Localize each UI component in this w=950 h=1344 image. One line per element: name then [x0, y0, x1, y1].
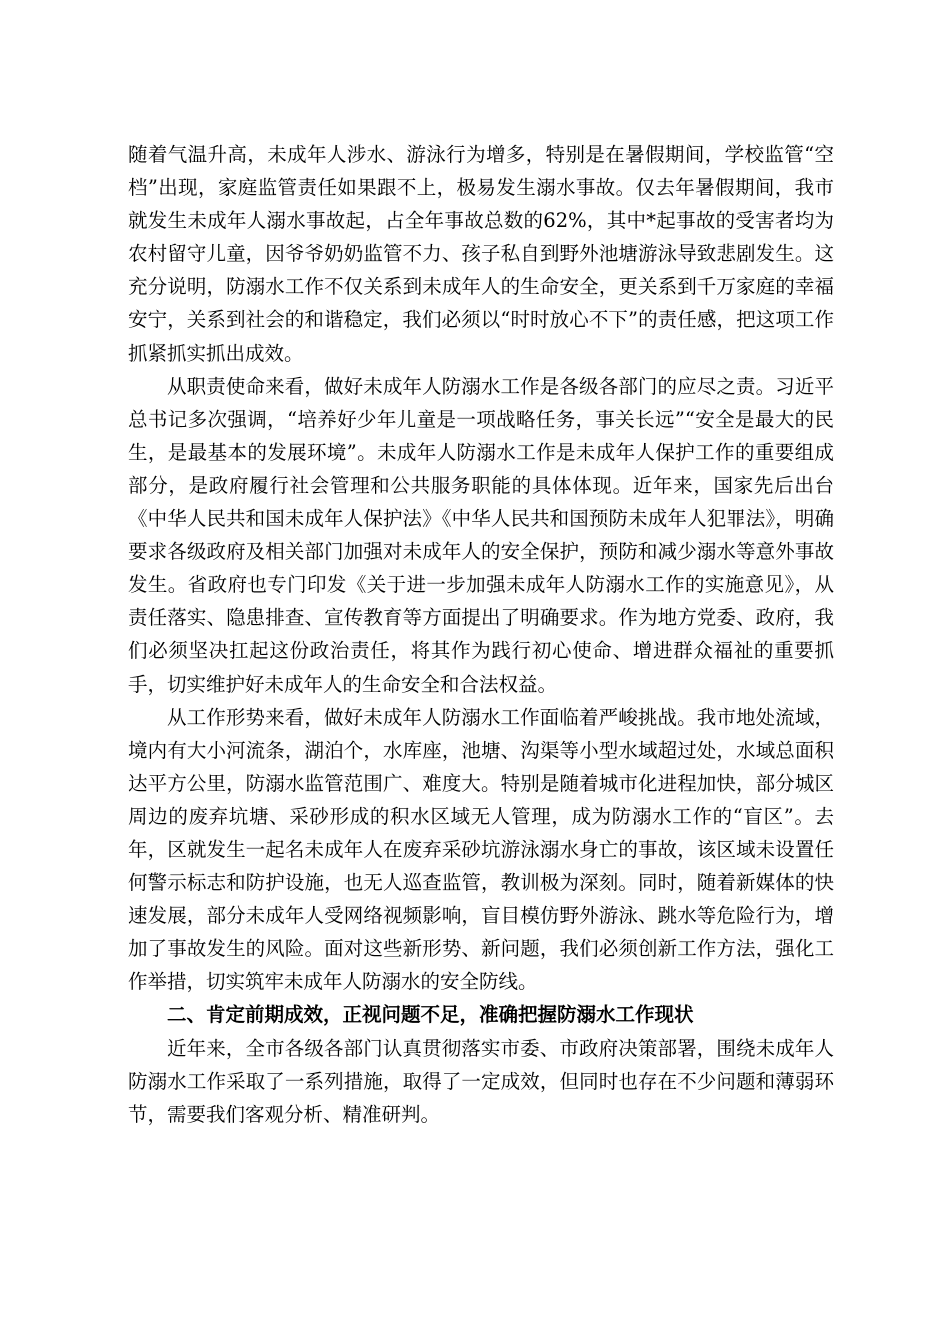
paragraph-intro: 近年来，全市各级各部门认真贯彻落实市委、市政府决策部署，围绕未成年人防溺水工作采取了一系列措施，取得了一定成效，但同时也存在不少问题和薄弱环节，需要我们客观分析、精准研判。 [128, 1036, 834, 1126]
section-heading: 二、肯定前期成效，正视问题不足，准确把握防溺水工作现状 [167, 1003, 694, 1027]
paragraph-continuation: 随着气温升高，未成年人涉水、游泳行为增多，特别是在暑假期间，学校监管“空档”出现，家庭监管责任如果跟不上，极易发生溺水事故。仅去年暑假期间，我市就发生未成年人溺水事故起，占全年事故总数的62%，其中*起事故的受害者均为农村留守儿童，因爷爷奶奶监管不力、孩子私自到野外池塘游泳导致悲剧发生。这充分说明，防溺水工作不仅关系到未成年人的生命安全，更关系到千万家庭的幸福安宁，关系到社会的和谐稳定，我们必须以“时时放心不下”的责任感，把这项工作抓紧抓实抓出成效。 [128, 143, 834, 365]
paragraph-duty: 从职责使命来看，做好未成年人防溺水工作是各级各部门的应尽之责。习近平总书记多次强调，“培养好少年儿童是一项战略任务，事关长远”“安全是最大的民生，是最基本的发展环境”。未成年人防溺水工作是未成年人保护工作的重要组成部分，是政府履行社会管理和公共服务职能的具体体现。近年来，国家先后出台《中华人民共和国未成年人保护法》《中华人民共和国预防未成年人犯罪法》，明确要求各级政府及相关部门加强对未成年人的安全保护，预防和减少溺水等意外事故发生。省政府也专门印发《关于进一步加强未成年人防溺水工作的实施意见》，从责任落实、隐患排查、宣传教育等方面提出了明确要求。作为地方党委、政府，我们必须坚决扛起这份政治责任，将其作为践行初心使命、增进群众福祉的重要抓手，切实维护好未成年人的生命安全和合法权益。 [128, 374, 834, 696]
document-page [128, 138, 834, 1131]
paragraph-situation: 从工作形势来看，做好未成年人防溺水工作面临着严峻挑战。我市地处流域，境内有大小河流条，湖泊个，水库座，池塘、沟渠等小型水域超过处，水域总面积达平方公里，防溺水监管范围广、难度大。特别是随着城市化进程加快，部分城区周边的废弃坑塘、采砂形成的积水区域无人管理，成为防溺水工作的“盲区”。去年，区就发生一起名未成年人在废弃采砂坑游泳溺水身亡的事故，该区域未设置任何警示标志和防护设施，也无人巡查监管，教训极为深刻。同时，随着新媒体的快速发展，部分未成年人受网络视频影响，盲目模仿野外游泳、跳水等危险行为，增加了事故发生的风险。面对这些新形势、新问题，我们必须创新工作方法，强化工作举措，切实筑牢未成年人防溺水的安全防线。 [128, 705, 834, 994]
